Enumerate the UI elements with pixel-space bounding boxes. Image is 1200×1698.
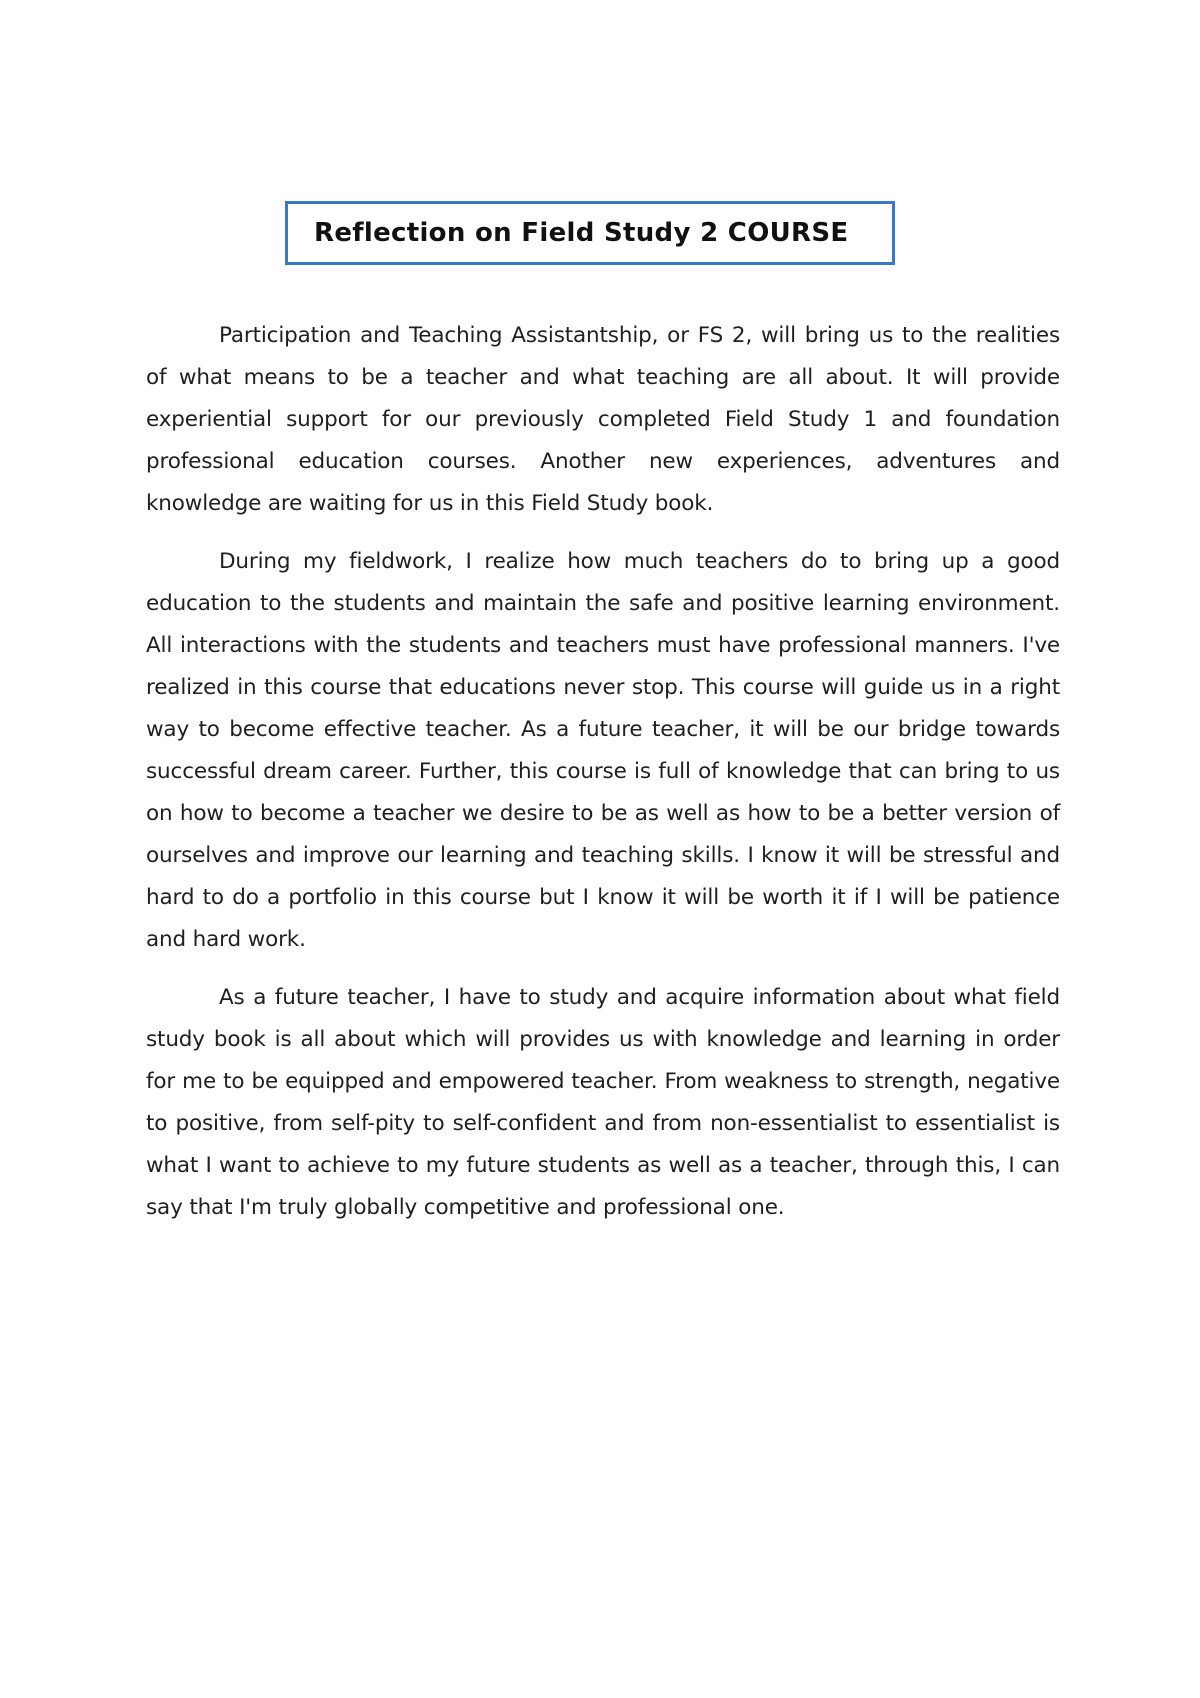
document-body xyxy=(146,315,1060,1245)
document-title: Reflection on Field Study 2 COURSE xyxy=(314,218,849,248)
paragraph-future-teacher: As a future teacher, I have to study and acquire information about what field study book is all about which will provides us with knowledge and learning in order for me to be equipped and empowered teacher. From weakness to strength, negative to positive, from self-pity to self-confident and from non-essentialist to essentialist is what I want to achieve to my future students as well as a teacher, through this, I can say that I'm truly globally competitive and professional one. xyxy=(146,985,1060,1220)
title-box xyxy=(285,201,895,265)
paragraph-intro: Participation and Teaching Assistantship, or FS 2, will bring us to the realities of what means to be a teacher and what teaching are all about. It will provide experiential support for our previously completed Field Study 1 and foundation professional education courses. Another new experiences, adventures and knowledge are waiting for us in this Field Study book. xyxy=(146,323,1060,516)
paragraph-fieldwork: During my fieldwork, I realize how much teachers do to bring up a good education to the students and maintain the safe and positive learning environment. All interactions with the students and teachers must have professional manners. I've realized in this course that educations never stop. This course will guide us in a right way to become effective teacher. As a future teacher, it will be our bridge towards successful dream career. Further, this course is full of knowledge that can bring to us on how to become a teacher we desire to be as well as how to be a better version of ourselves and improve our learning and teaching skills. I know it will be stressful and hard to do a portfolio in this course but I know it will be worth it if I will be patience and hard work. xyxy=(146,549,1060,952)
